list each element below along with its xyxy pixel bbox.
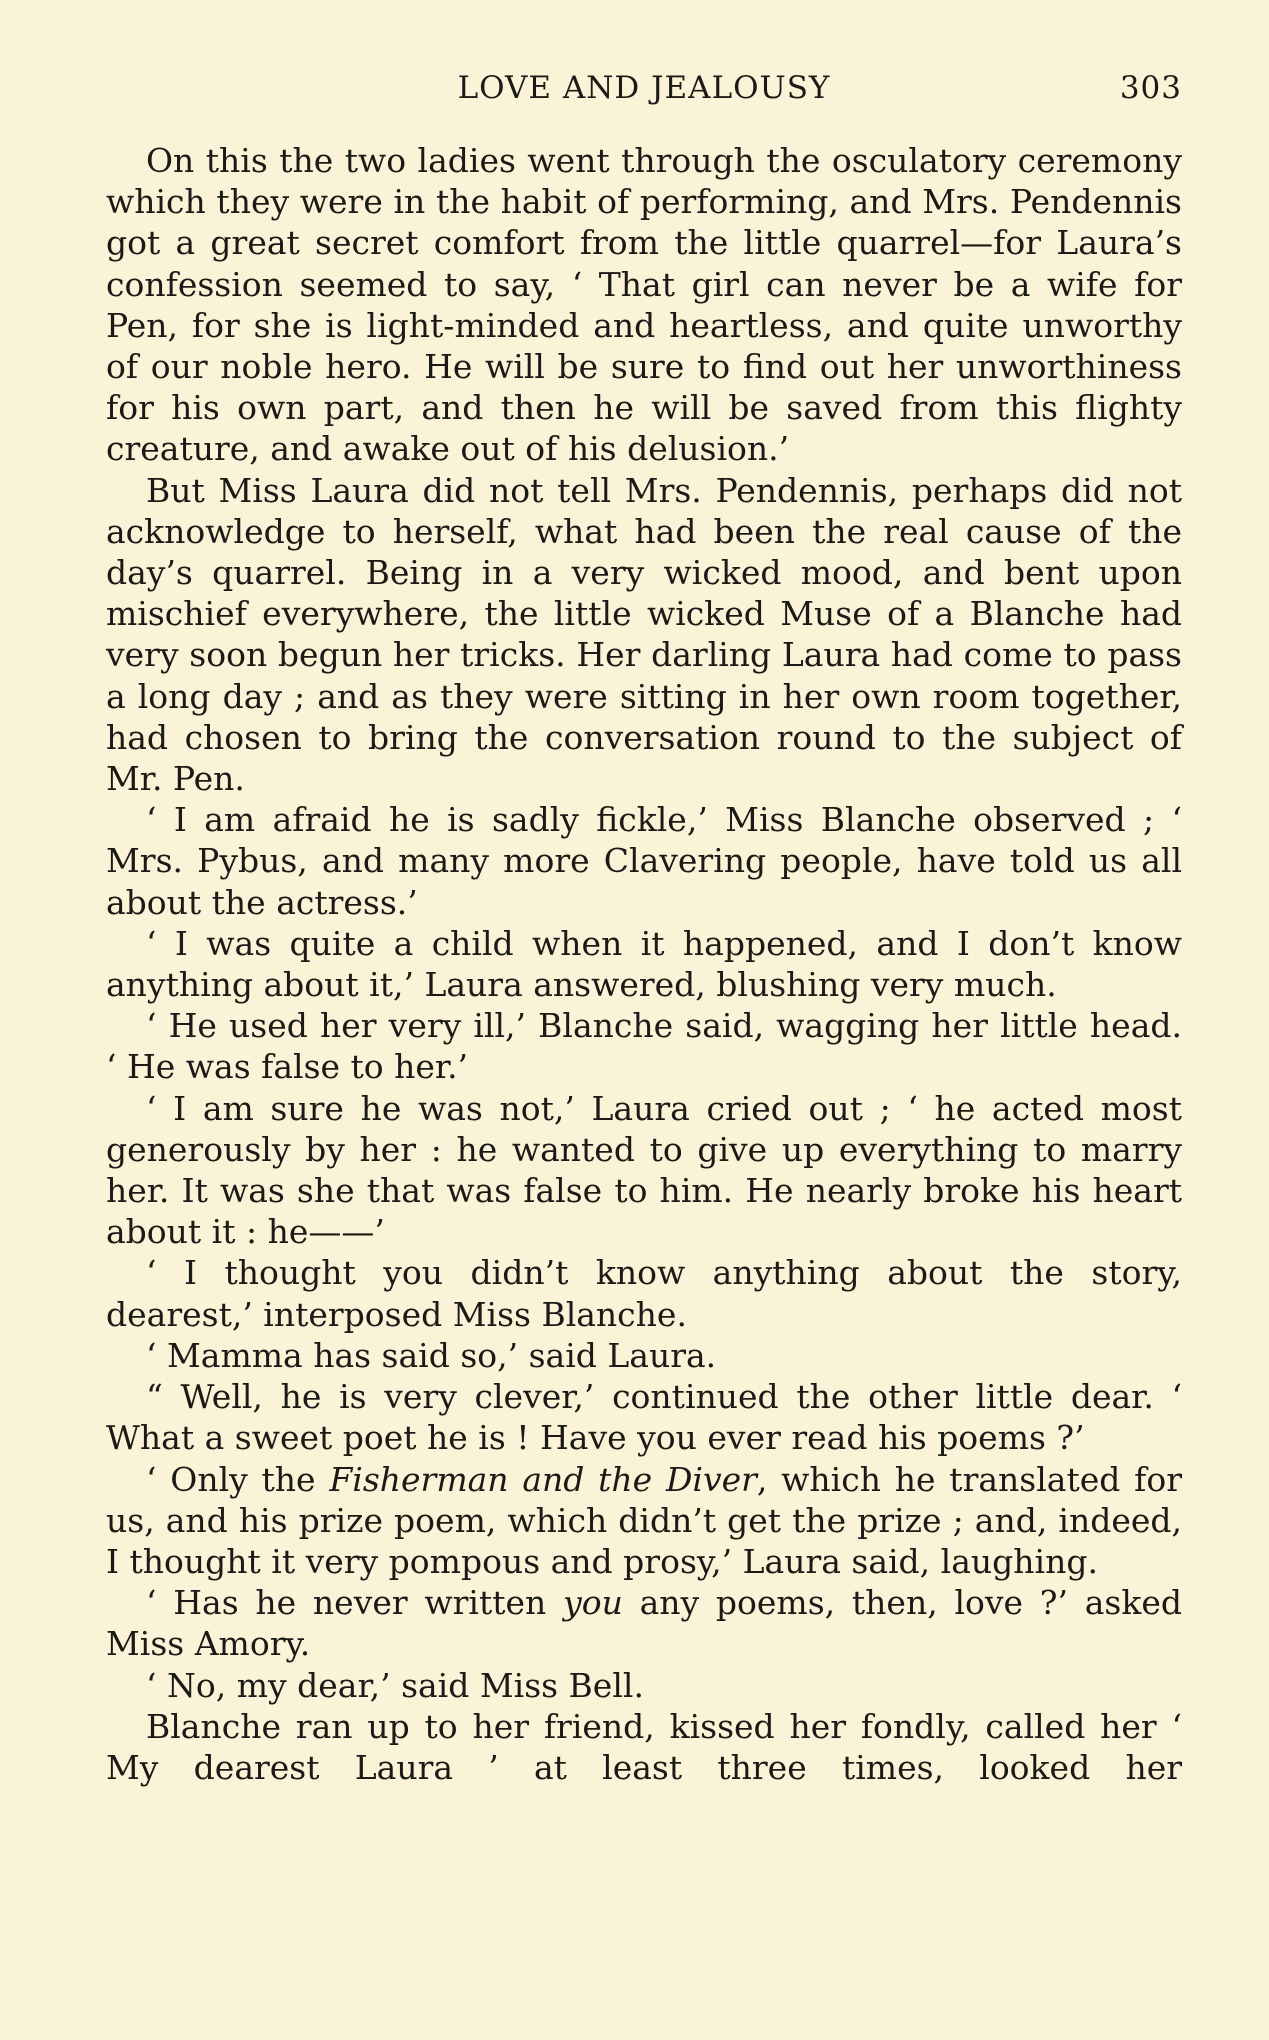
paragraph-text: ‘ No, my dear,’ said Miss Bell. xyxy=(146,1665,644,1705)
chapter-title: LOVE AND JEALOUSY xyxy=(457,70,831,106)
italic-title-text: Fisherman and the Diver xyxy=(329,1459,757,1499)
paragraph-text: On this the two ladies went through the osculatory ceremony which they were in the habit of performing, and Mrs. Pendennis got a great secret comfort from the little quarrel—for Laura’s confession seemed to say, ‘ That girl can never be a wife for Pen, for she is light-minded and heartless, and quite unworthy of our noble hero. He will be sure to find out her unworthiness for his own part, and then he will be saved from this flighty creature, and awake out of his delusion.’ xyxy=(106,141,1182,469)
paragraph-text: Blanche ran up to her friend, kissed her fondly, called her ‘ My dearest Laura ’ at least three times, looked her xyxy=(106,1706,1182,1787)
paragraph xyxy=(106,1252,1182,1334)
paragraph-text: ‘ I am afraid he is sadly fickle,’ Miss Blanche observed ; ‘ Mrs. Pybus, and many more Clavering people, have told us all about the actress.’ xyxy=(106,800,1182,922)
paragraph xyxy=(106,470,1182,800)
running-head xyxy=(106,64,1182,112)
paragraph-text: ‘ Mamma has said so,’ said Laura. xyxy=(146,1335,717,1375)
paragraph-text: ‘ I was quite a child when it happened, and I don’t know anything about it,’ Laura answered, blushing very much. xyxy=(106,923,1182,1005)
paragraph-text: ‘ I thought you didn’t know anything about the story, dearest,’ interposed Miss Blanche. xyxy=(106,1253,1182,1334)
paragraph xyxy=(106,1459,1182,1583)
paragraph xyxy=(106,923,1182,1005)
paragraph xyxy=(106,1665,1182,1706)
paragraph xyxy=(106,1376,1182,1458)
paragraph-text: ‘ I am sure he was not,’ Laura cried out ; ‘ he acted most generously by her : he wanted to give up everything to marry her. It was she that was false to him. He nearly broke his heart about it : he——’ xyxy=(106,1088,1182,1252)
paragraph-text: ‘ Only the xyxy=(146,1459,330,1499)
paragraph xyxy=(106,1335,1182,1376)
paragraph xyxy=(106,1706,1182,1788)
paragraph-text: But Miss Laura did not tell Mrs. Pendennis, perhaps did not acknowledge to herself, what had been the real cause of the day’s quarrel. Being in a very wicked mood, and bent upon mischief everywhere, the little wicked Muse of a Blanche had very soon begun her tricks. Her darling Laura had come to pass a long day ; and as they were sitting in her own room together, had chosen to bring the conversation round to the subject of Mr. Pen. xyxy=(106,470,1182,799)
paragraph-text: ‘ He used her very ill,’ Blanche said, wagging her little head. ‘ He was false to her.’ xyxy=(106,1006,1182,1087)
body-text xyxy=(106,140,1182,1788)
paragraph xyxy=(106,140,1182,470)
paragraph-text: ‘ Has he never written xyxy=(146,1583,564,1623)
paragraph xyxy=(106,1005,1182,1087)
page-number: 303 xyxy=(1119,70,1182,106)
italic-title-text: you xyxy=(563,1583,623,1623)
paragraph xyxy=(106,1088,1182,1253)
paragraph-text: any poems, then, love ?’ asked Miss Amory. xyxy=(106,1583,1182,1664)
paragraph xyxy=(106,799,1182,923)
paragraph-text: , which he translated for us, and his prize poem, which didn’t get the prize ; and, indeed, I thought it very pompous and prosy,’ Laura said, laughing. xyxy=(106,1459,1182,1581)
paragraph-text: “ Well, he is very clever,’ continued the other little dear. ‘ What a sweet poet he is ! Have you ever read his poems ?’ xyxy=(106,1377,1182,1458)
book-page xyxy=(106,64,1182,1788)
paragraph xyxy=(106,1582,1182,1664)
